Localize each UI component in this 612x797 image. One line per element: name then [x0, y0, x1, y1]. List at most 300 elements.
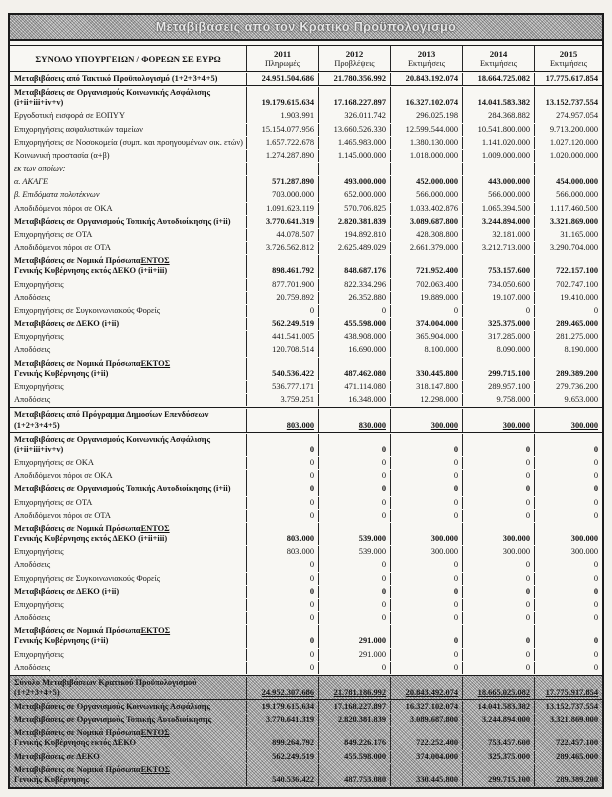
table-row	[10, 701, 602, 713]
value-cell: 652.000.000	[318, 189, 390, 201]
table-row	[10, 599, 602, 611]
header-label: ΣΥΝΟΛΟ ΥΠΟΥΡΓΕΙΩΝ / ΦΟΡΕΩΝ ΣΕ ΕΥΡΩ	[35, 53, 221, 64]
value-cell: 0	[390, 305, 462, 317]
row-label: Μεταβιβάσεις σε Νομικά Πρόσωπα ΕΝΤΟΣ Γενικής Κυβέρνησης εκτός ΔΕΚΟ (i+ii+iii)	[14, 256, 170, 276]
value-cell: 0	[318, 483, 390, 495]
value-cell: 3.244.894.000	[462, 714, 534, 726]
value-cell: 120.708.514	[246, 344, 318, 356]
value-cell: 3.089.687.800	[390, 714, 462, 726]
value-cell: 2.820.381.839	[318, 714, 390, 726]
value-cell: 1.657.722.678	[246, 137, 318, 149]
value-cell: 803.000	[246, 409, 318, 432]
value-cell: 822.334.296	[318, 279, 390, 291]
value-cell	[246, 163, 318, 175]
value-cell: 0	[534, 586, 602, 598]
row-label: Μεταβιβάσεις σε Νομικά Πρόσωπα ΕΚΤΟΣ Γενικής Κυβέρνησης	[14, 764, 171, 784]
value-cell: 289.957.100	[462, 381, 534, 393]
value-cell: 0	[246, 497, 318, 509]
table-row	[10, 216, 602, 228]
value-cell: 19.179.615.634	[246, 87, 318, 110]
value-cell: 16.327.102.074	[390, 87, 462, 110]
row-label: Επιχορηγήσεις ασφαλιστικών ταμείων	[14, 124, 143, 134]
value-cell: 487.753.080	[318, 764, 390, 787]
value-cell: 0	[390, 510, 462, 522]
value-cell: 571.287.890	[246, 176, 318, 188]
value-cell: 428.308.800	[390, 229, 462, 241]
value-cell: 318.147.800	[390, 381, 462, 393]
row-label: Επιχορηγήσεις σε Συγκοινωνιακούς Φορείς	[14, 305, 161, 315]
value-cell: 0	[390, 483, 462, 495]
value-cell: 0	[462, 434, 534, 457]
value-cell: 3.770.641.319	[246, 216, 318, 228]
value-cell: 0	[462, 612, 534, 624]
row-label: Επιχορηγήσεις	[14, 649, 64, 659]
value-cell: 289.465.000	[534, 318, 602, 330]
value-cell: 0	[390, 559, 462, 571]
row-label: Αποδόσεις	[14, 345, 51, 355]
value-cell: 803.000	[246, 523, 318, 546]
value-cell: 1.065.394.500	[462, 203, 534, 215]
value-cell: 325.375.000	[462, 751, 534, 763]
value-cell: 443.000.000	[462, 176, 534, 188]
header-col-2014	[462, 46, 534, 71]
table-row	[10, 586, 602, 598]
row-label: Μεταβιβάσεις από Πρόγραμμα Δημοσίων Επενδύσεων (1+2+3+4+5)	[14, 410, 209, 430]
table-row	[10, 409, 602, 433]
value-cell: 0	[534, 559, 602, 571]
value-cell: 0	[534, 510, 602, 522]
section-ordinary-budget	[10, 72, 602, 407]
value-cell: 13.152.737.554	[534, 701, 602, 713]
value-cell: 0	[318, 305, 390, 317]
table-row	[10, 292, 602, 304]
value-cell: 0	[534, 497, 602, 509]
budget-transfers-table	[8, 13, 604, 789]
table-row	[10, 470, 602, 482]
table-row	[10, 229, 602, 241]
value-cell: 299.715.100	[462, 764, 534, 787]
value-cell: 300.000	[390, 409, 462, 432]
value-cell: 0	[390, 573, 462, 585]
value-cell: 26.352.880	[318, 292, 390, 304]
value-cell: 1.141.020.000	[462, 137, 534, 149]
value-cell: 284.368.882	[462, 110, 534, 122]
value-cell: 2.625.489.029	[318, 242, 390, 254]
value-cell	[318, 163, 390, 175]
value-cell: 0	[246, 612, 318, 624]
value-cell: 702.747.100	[534, 279, 602, 291]
table-row	[10, 255, 602, 278]
value-cell: 44.078.507	[246, 229, 318, 241]
value-cell: 17.168.227.897	[318, 701, 390, 713]
value-cell: 753.457.600	[462, 727, 534, 750]
value-cell: 15.154.077.956	[246, 124, 318, 136]
value-cell: 438.908.000	[318, 331, 390, 343]
value-cell: 19.179.615.634	[246, 701, 318, 713]
table-row	[10, 381, 602, 393]
row-label: Αποδόσεις	[14, 292, 51, 302]
value-cell: 753.157.600	[462, 255, 534, 278]
value-cell: 0	[390, 662, 462, 674]
row-label: Επιχορηγήσεις σε ΟΤΑ	[14, 497, 93, 507]
value-cell: 0	[318, 662, 390, 674]
value-cell: 3.212.713.000	[462, 242, 534, 254]
value-cell: 296.025.198	[390, 110, 462, 122]
table-row	[10, 434, 602, 457]
table-row	[10, 764, 602, 787]
value-cell: 300.000	[534, 523, 602, 546]
value-cell: 0	[462, 497, 534, 509]
value-cell: 8.190.000	[534, 344, 602, 356]
value-cell: 325.375.000	[462, 318, 534, 330]
value-cell: 539.000	[318, 546, 390, 558]
header-type: Πληρωμές	[264, 59, 301, 68]
value-cell: 300.000	[390, 523, 462, 546]
header-col-2011	[246, 46, 318, 71]
table-row	[10, 189, 602, 201]
value-cell: 734.050.600	[462, 279, 534, 291]
row-label: Επιχορηγήσεις	[14, 547, 64, 557]
value-cell: 0	[318, 457, 390, 469]
value-cell: 9.758.000	[462, 394, 534, 406]
row-label: Επιχορηγήσεις	[14, 332, 64, 342]
row-label: Επιχορηγήσεις σε Συγκοινωνιακούς Φορείς	[14, 573, 161, 583]
value-cell: 703.000.000	[246, 189, 318, 201]
table-row	[10, 110, 602, 122]
value-cell: 899.264.792	[246, 727, 318, 750]
row-label: Μεταβιβάσεις σε Οργανισμούς Κοινωνικής Ασφάλισης	[14, 702, 211, 712]
value-cell: 0	[462, 649, 534, 661]
table-row	[10, 457, 602, 469]
value-cell: 0	[390, 599, 462, 611]
row-label: Μεταβιβάσεις σε Νομικά Πρόσωπα ΕΚΤΟΣ Γενικής Κυβέρνησης (i+ii)	[14, 358, 171, 378]
value-cell: 849.226.176	[318, 727, 390, 750]
value-cell: 0	[462, 559, 534, 571]
value-cell: 0	[318, 510, 390, 522]
value-cell: 562.249.519	[246, 751, 318, 763]
value-cell: 0	[534, 662, 602, 674]
row-label: Αποδόσεις	[14, 395, 51, 405]
row-label: Αποδόσεις	[14, 560, 51, 570]
value-cell: 722.252.400	[390, 727, 462, 750]
value-cell: 1.027.120.000	[534, 137, 602, 149]
value-cell: 300.000	[534, 409, 602, 432]
value-cell: 3.726.562.812	[246, 242, 318, 254]
value-cell: 0	[462, 457, 534, 469]
value-cell	[462, 163, 534, 175]
value-cell: 8.100.000	[390, 344, 462, 356]
value-cell: 0	[390, 625, 462, 648]
header-year: 2015	[559, 49, 578, 59]
table-row	[10, 573, 602, 585]
value-cell: 16.348.000	[318, 394, 390, 406]
row-label: Μεταβιβάσεις σε Οργανισμούς Τοπικής Αυτοδιοίκησης (i+ii)	[14, 484, 231, 494]
value-cell: 10.541.800.000	[462, 124, 534, 136]
table-row	[10, 87, 602, 110]
table-row	[10, 394, 602, 406]
table-row	[10, 279, 602, 291]
row-label: Μεταβιβάσεις σε ΔΕΚΟ (i+ii)	[14, 586, 120, 596]
header-year: 2014	[489, 49, 508, 59]
value-cell: 3.321.869.000	[534, 216, 602, 228]
value-cell: 14.041.583.382	[462, 701, 534, 713]
table-row	[10, 523, 602, 546]
value-cell: 2.820.381.839	[318, 216, 390, 228]
header-type: Προβλέψεις	[334, 59, 375, 68]
value-cell: 0	[462, 573, 534, 585]
value-cell	[390, 163, 462, 175]
value-cell: 721.952.400	[390, 255, 462, 278]
value-cell: 0	[534, 457, 602, 469]
value-cell: 0	[534, 305, 602, 317]
value-cell: 20.843.192.074	[390, 73, 462, 85]
row-label: Μεταβιβάσεις σε Νομικά Πρόσωπα ΕΝΤΟΣ Γενικής Κυβέρνησης εκτός ΔΕΚΟ	[14, 728, 170, 748]
value-cell: 289.465.000	[534, 751, 602, 763]
value-cell: 12.298.000	[390, 394, 462, 406]
value-cell: 16.327.102.074	[390, 701, 462, 713]
value-cell: 194.892.810	[318, 229, 390, 241]
value-cell: 0	[390, 434, 462, 457]
value-cell: 877.701.900	[246, 279, 318, 291]
row-label: α. ΑΚΑΓΕ	[14, 177, 49, 187]
table-row	[10, 714, 602, 726]
value-cell: 1.274.287.890	[246, 150, 318, 162]
value-cell: 21.781.186.992	[318, 677, 390, 700]
value-cell: 9.713.200.000	[534, 124, 602, 136]
table-body	[10, 72, 602, 787]
value-cell: 0	[318, 573, 390, 585]
value-cell: 487.462.080	[318, 358, 390, 381]
header-type: Εκτιμήσεις	[549, 59, 588, 68]
value-cell: 0	[246, 573, 318, 585]
value-cell: 536.777.171	[246, 381, 318, 393]
value-cell: 279.736.200	[534, 381, 602, 393]
value-cell: 0	[462, 662, 534, 674]
value-cell: 702.063.400	[390, 279, 462, 291]
table-row	[10, 150, 602, 162]
value-cell: 0	[318, 612, 390, 624]
value-cell: 16.690.000	[318, 344, 390, 356]
value-cell: 3.290.704.000	[534, 242, 602, 254]
table-row	[10, 546, 602, 558]
row-label: Εργοδοτική εισφορά σε ΕΟΠΥΥ	[14, 111, 126, 121]
value-cell: 291.000	[318, 625, 390, 648]
table-row	[10, 358, 602, 381]
value-cell: 291.000	[318, 649, 390, 661]
value-cell: 0	[534, 599, 602, 611]
row-label: Σύνολο Μεταβιβάσεων Κρατικού Προϋπολογισμού (1+2+3+4+5)	[14, 677, 197, 697]
value-cell: 722.457.100	[534, 727, 602, 750]
value-cell: 3.770.641.319	[246, 714, 318, 726]
table-row	[10, 727, 602, 750]
value-cell: 0	[390, 586, 462, 598]
row-label: Μεταβιβάσεις σε Νομικά Πρόσωπα ΕΝΤΟΣ Γενικής Κυβέρνησης εκτός ΔΕΚΟ (i+ii+iii)	[14, 523, 170, 544]
value-cell: 0	[534, 434, 602, 457]
value-cell: 13.660.526.330	[318, 124, 390, 136]
value-cell: 0	[318, 497, 390, 509]
row-label: Μεταβιβάσεις σε Οργανισμούς Τοπικής Αυτοδιοίκησης (i+ii)	[14, 216, 231, 226]
header-type: Εκτιμήσεις	[479, 59, 518, 68]
value-cell: 0	[246, 599, 318, 611]
value-cell: 0	[246, 662, 318, 674]
value-cell: 330.445.800	[390, 764, 462, 787]
row-label: Μεταβιβάσεις από Τακτικό Προϋπολογισμό (1+2+3+4+5)	[14, 73, 218, 83]
value-cell: 566.000.000	[390, 189, 462, 201]
table-row	[10, 751, 602, 763]
value-cell: 1.380.130.000	[390, 137, 462, 149]
value-cell: 471.114.080	[318, 381, 390, 393]
value-cell: 0	[462, 470, 534, 482]
value-cell: 18.664.725.082	[462, 73, 534, 85]
value-cell: 722.157.100	[534, 255, 602, 278]
value-cell: 1.145.000.000	[318, 150, 390, 162]
value-cell: 539.000	[318, 523, 390, 546]
row-label: Αποδιδόμενοι πόροι σε ΟΚΑ	[14, 471, 113, 481]
table-row	[10, 497, 602, 509]
value-cell: 32.181.000	[462, 229, 534, 241]
value-cell: 1.033.402.876	[390, 203, 462, 215]
value-cell: 0	[462, 483, 534, 495]
value-cell: 0	[246, 305, 318, 317]
table-row	[10, 203, 602, 215]
table-row	[10, 625, 602, 648]
value-cell: 540.536.422	[246, 358, 318, 381]
value-cell: 20.843.492.074	[390, 677, 462, 700]
value-cell: 455.598.000	[318, 751, 390, 763]
value-cell: 0	[534, 649, 602, 661]
value-cell: 566.000.000	[462, 189, 534, 201]
table-row	[10, 612, 602, 624]
value-cell: 3.244.894.000	[462, 216, 534, 228]
row-label: Επιχορηγήσεις σε ΟΤΑ	[14, 229, 93, 239]
row-label: Κοινωνική προστασία (α+β)	[14, 150, 110, 160]
value-cell: 0	[462, 510, 534, 522]
value-cell: 300.000	[462, 409, 534, 432]
value-cell: 0	[534, 470, 602, 482]
value-cell: 0	[318, 599, 390, 611]
value-cell: 0	[462, 586, 534, 598]
table-row	[10, 331, 602, 343]
value-cell: 0	[318, 559, 390, 571]
row-label: Μεταβιβάσεις σε ΔΕΚΟ	[14, 751, 100, 761]
value-cell: 17.168.227.897	[318, 87, 390, 110]
value-cell: 1.903.991	[246, 110, 318, 122]
value-cell: 1.117.460.500	[534, 203, 602, 215]
value-cell: 441.541.005	[246, 331, 318, 343]
value-cell: 0	[246, 649, 318, 661]
table-title: Μεταβιβάσεις από τον Κρατικό Προϋπολογισμό	[155, 20, 457, 34]
value-cell: 289.389.200	[534, 764, 602, 787]
value-cell	[534, 163, 602, 175]
table-row	[10, 305, 602, 317]
value-cell: 454.000.000	[534, 176, 602, 188]
table-row	[10, 559, 602, 571]
value-cell: 0	[246, 434, 318, 457]
value-cell: 19.889.000	[390, 292, 462, 304]
value-cell: 803.000	[246, 546, 318, 558]
header-col-2015	[534, 46, 602, 71]
row-label: β. Επιδόματα πολυτέκνων	[14, 190, 100, 200]
value-cell: 1.009.000.000	[462, 150, 534, 162]
table-row	[10, 137, 602, 149]
value-cell: 24.952.307.686	[246, 677, 318, 700]
value-cell: 0	[246, 457, 318, 469]
table-row	[10, 176, 602, 188]
value-cell: 3.089.687.800	[390, 216, 462, 228]
value-cell: 1.465.983.000	[318, 137, 390, 149]
value-cell: 21.780.356.992	[318, 73, 390, 85]
value-cell: 455.598.000	[318, 318, 390, 330]
row-label: Μεταβιβάσεις σε Νομικά Πρόσωπα ΕΚΤΟΣ Γενικής Κυβέρνησης (i+ii)	[14, 626, 171, 646]
value-cell: 0	[246, 625, 318, 648]
table-row	[10, 649, 602, 661]
value-cell: 570.706.825	[318, 203, 390, 215]
value-cell: 0	[318, 586, 390, 598]
value-cell: 365.904.000	[390, 331, 462, 343]
row-label: Μεταβιβάσεις σε Οργανισμούς Τοπικής Αυτοδιοίκησης	[14, 715, 212, 725]
table-row	[10, 677, 602, 701]
header-col-2012	[318, 46, 390, 71]
value-cell: 0	[390, 470, 462, 482]
header-year: 2012	[345, 49, 364, 59]
row-label: Επιχορηγήσεις	[14, 382, 64, 392]
table-row	[10, 318, 602, 330]
row-label: Επιχορηγήσεις σε ΟΚΑ	[14, 458, 94, 468]
value-cell: 18.665.025.082	[462, 677, 534, 700]
value-cell: 299.715.100	[462, 358, 534, 381]
row-label: Αποδόσεις	[14, 612, 51, 622]
value-cell: 1.020.000.000	[534, 150, 602, 162]
value-cell: 540.536.422	[246, 764, 318, 787]
table-row	[10, 163, 602, 175]
value-cell: 0	[534, 573, 602, 585]
row-label: Επιχορηγήσεις	[14, 279, 64, 289]
value-cell: 300.000	[462, 546, 534, 558]
value-cell: 24.951.504.686	[246, 73, 318, 85]
value-cell: 0	[318, 470, 390, 482]
value-cell: 0	[462, 599, 534, 611]
value-cell: 326.011.742	[318, 110, 390, 122]
row-label: Επιχορηγήσεις σε Νοσοκομεία (συμπ. και προηγουμένων οικ. ετών)	[14, 137, 243, 147]
value-cell: 9.653.000	[534, 394, 602, 406]
value-cell: 8.090.000	[462, 344, 534, 356]
value-cell: 0	[462, 625, 534, 648]
value-cell: 0	[534, 483, 602, 495]
value-cell: 3.321.869.000	[534, 714, 602, 726]
value-cell: 0	[246, 559, 318, 571]
value-cell: 330.445.800	[390, 358, 462, 381]
table-row	[10, 510, 602, 522]
value-cell: 31.165.000	[534, 229, 602, 241]
value-cell: 562.249.519	[246, 318, 318, 330]
table-row	[10, 662, 602, 674]
header-type: Εκτιμήσεις	[407, 59, 446, 68]
table-title-bar	[10, 15, 602, 41]
row-label: Αποδόσεις	[14, 662, 51, 672]
value-cell: 830.000	[318, 409, 390, 432]
header-col-2013	[390, 46, 462, 71]
row-label: Μεταβιβάσεις σε Οργανισμούς Κοινωνικής Ασφάλισης (i+ii+iii+iv+v)	[14, 88, 211, 108]
value-cell: 281.275.000	[534, 331, 602, 343]
value-cell: 452.000.000	[390, 176, 462, 188]
value-cell: 20.759.892	[246, 292, 318, 304]
row-label: Επιχορηγήσεις	[14, 599, 64, 609]
value-cell: 0	[390, 649, 462, 661]
value-cell: 13.152.737.554	[534, 87, 602, 110]
value-cell: 317.285.000	[462, 331, 534, 343]
value-cell: 300.000	[390, 546, 462, 558]
value-cell: 12.599.544.000	[390, 124, 462, 136]
